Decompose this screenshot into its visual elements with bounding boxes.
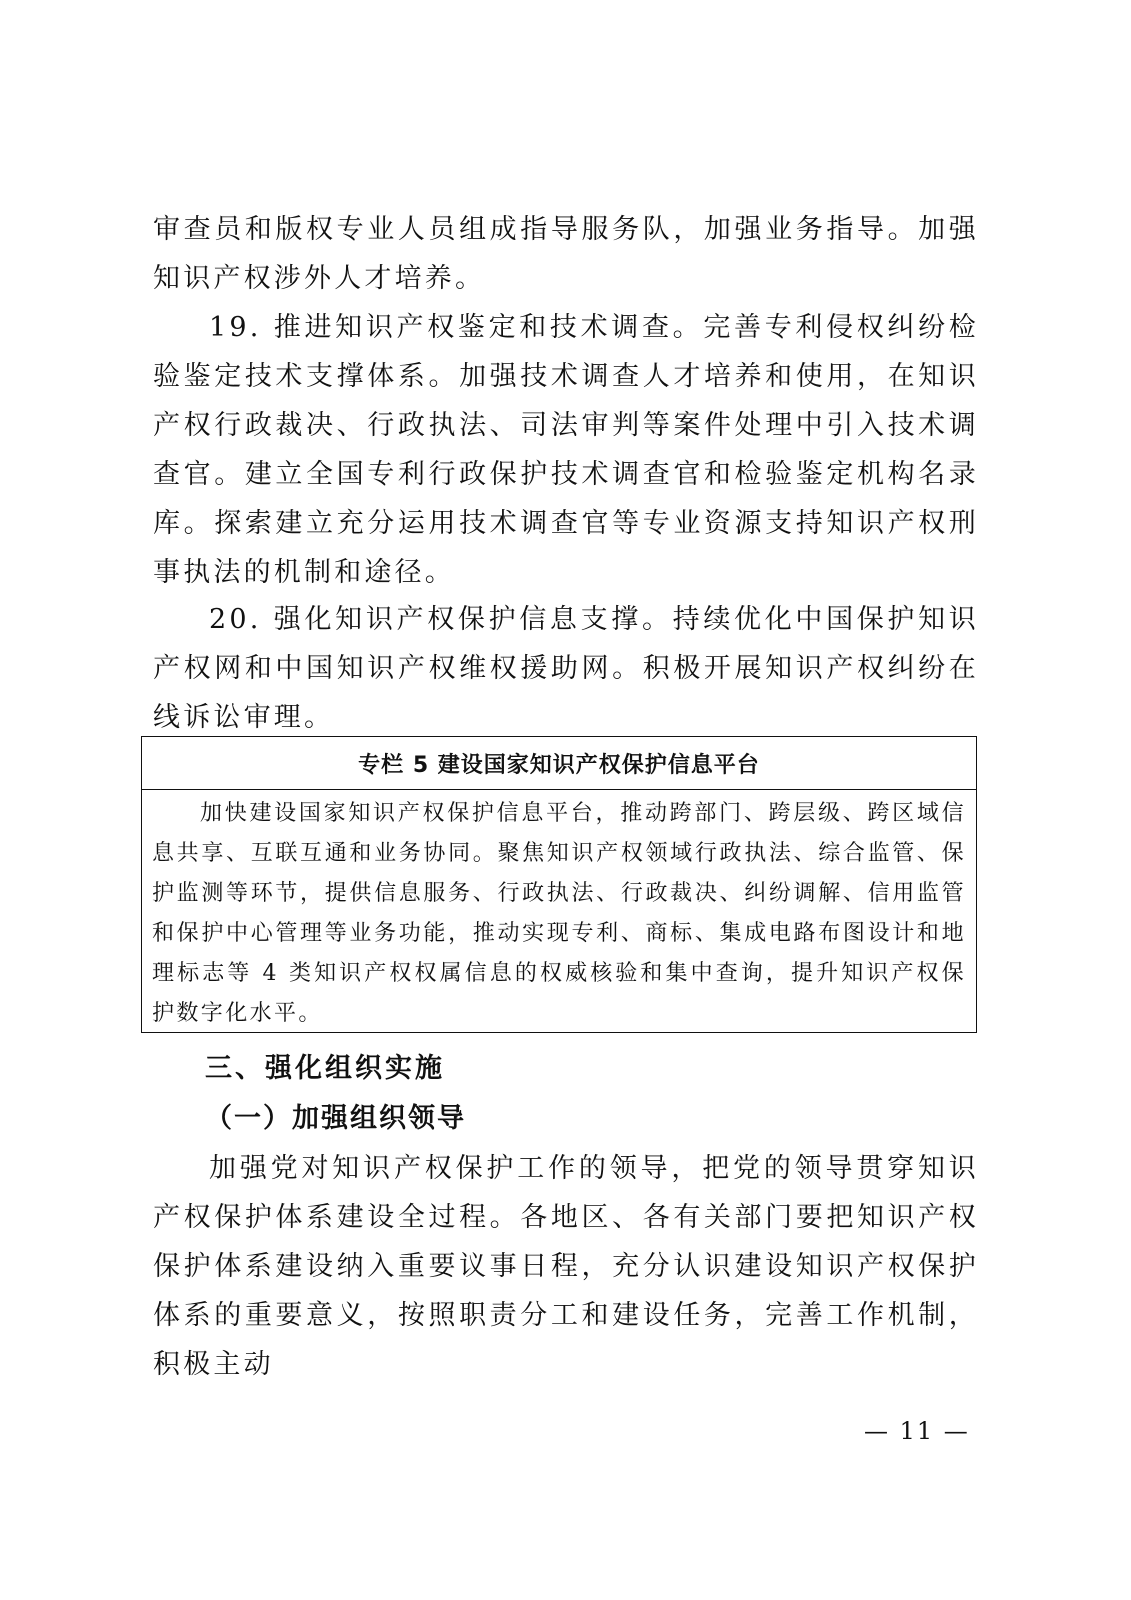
column-box bbox=[141, 736, 977, 1033]
page-number: — 11 — bbox=[864, 1417, 970, 1445]
section-heading: 三、强化组织实施 bbox=[205, 1053, 445, 1084]
column-box-body: 加快建设国家知识产权保护信息平台，推动跨部门、跨层级、跨区域信息共享、互联互通和业务协同。聚焦知识产权领域行政执法、综合监管、保护监测等环节，提供信息服务、行政执法、行政裁决、纠纷调解、信用监管和保护中心管理等业务功能，推动实现专利、商标、集成电路布图设计和地理标志等 4 类知识产权权属信息的权威核验和集中查询，提升知识产权保护数字化水平。 bbox=[152, 801, 966, 1026]
continuation-paragraph: 审查员和版权专业人员组成指导服务队，加强业务指导。加强知识产权涉外人才培养。 bbox=[153, 214, 979, 294]
column-box-title: 专栏 5 建设国家知识产权保护信息平台 bbox=[142, 737, 976, 790]
item-20-paragraph: 20. 强化知识产权保护信息支撑。持续优化中国保护知识产权网和中国知识产权维权援助网。积极开展知识产权纠纷在线诉讼审理。 bbox=[153, 604, 979, 733]
item-19-paragraph: 19. 推进知识产权鉴定和技术调查。完善专利侵权纠纷检验鉴定技术支撑体系。加强技术调查人才培养和使用，在知识产权行政裁决、行政执法、司法审判等案件处理中引入技术调查官。建立全国专利行政保护技术调查官和检验鉴定机构名录库。探索建立充分运用技术调查官等专业资源支持知识产权刑事执法的机制和途径。 bbox=[153, 312, 979, 588]
subsection-heading: （一）加强组织领导 bbox=[205, 1103, 466, 1134]
leadership-paragraph: 加强党对知识产权保护工作的领导，把党的领导贯穿知识产权保护体系建设全过程。各地区、各有关部门要把知识产权保护体系建设纳入重要议事日程，充分认识建设知识产权保护体系的重要意义，按照职责分工和建设任务，完善工作机制，积极主动 bbox=[153, 1153, 979, 1380]
